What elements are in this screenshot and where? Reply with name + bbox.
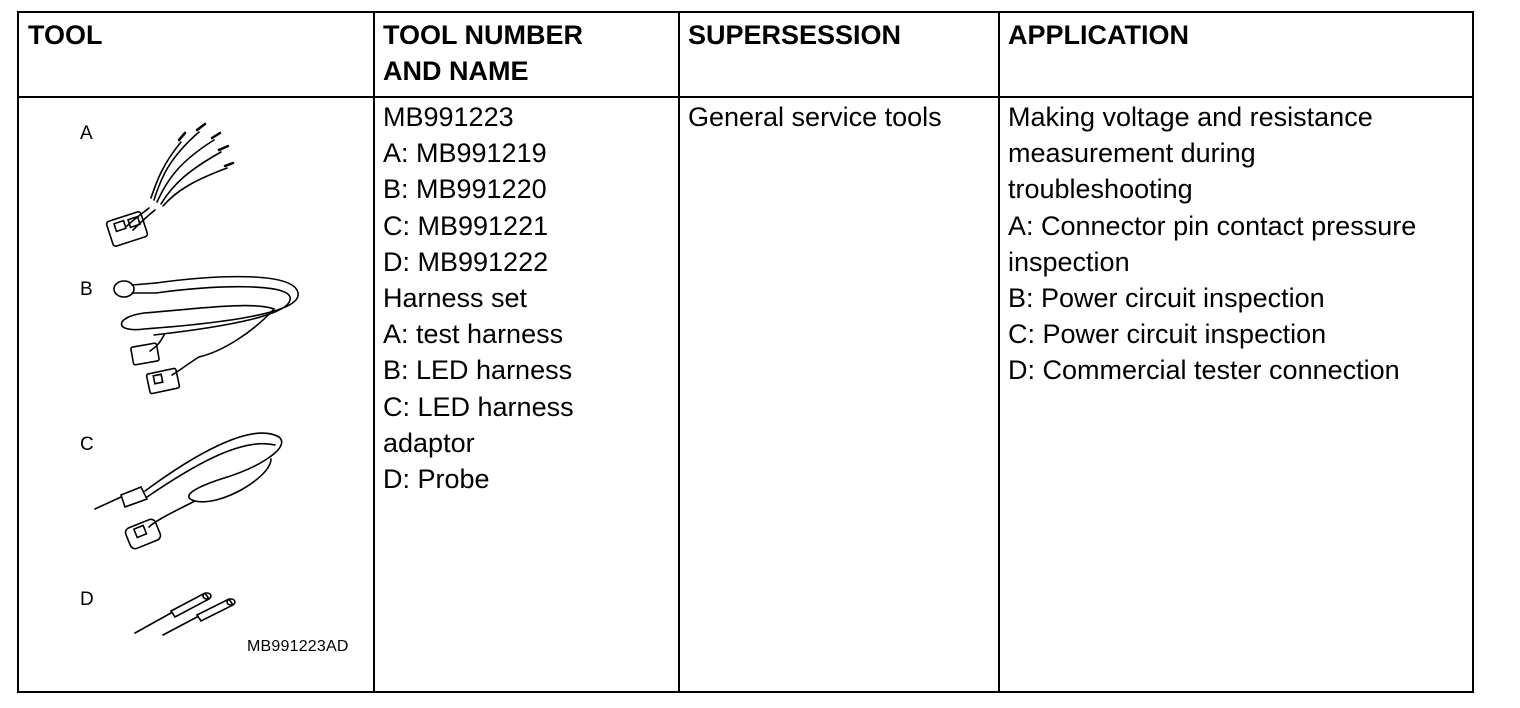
- application-line: D: Commercial tester connection: [1008, 355, 1400, 386]
- header-tool-number: [383, 17, 583, 89]
- supersession-cell: [688, 99, 942, 135]
- header-tool-number-line1: TOOL NUMBER: [383, 20, 584, 50]
- tool-number-line: MB991223: [383, 102, 514, 132]
- header-application: APPLICATION: [1008, 20, 1189, 50]
- header-tool-number-line2: AND NAME: [383, 56, 529, 86]
- column-divider: [998, 13, 1000, 691]
- illustration-code: MB991223AD: [247, 638, 349, 655]
- tool-number-line: D: MB991222: [383, 246, 549, 277]
- header-divider: [19, 96, 1472, 98]
- application-line: Making voltage and resistance: [1008, 102, 1373, 132]
- test-harness-illustration: [99, 118, 239, 248]
- tool-table: [17, 11, 1474, 693]
- tool-number-line: B: MB991220: [383, 174, 547, 205]
- tool-label-a: A: [80, 123, 93, 144]
- adaptor-harness-illustration: [91, 417, 291, 557]
- supersession-text: General service tools: [688, 102, 942, 132]
- tool-number-line: C: MB991221: [383, 210, 549, 241]
- tool-number-line: adaptor: [383, 427, 475, 458]
- application-line: C: Power circuit inspection: [1008, 319, 1327, 350]
- application-line: A: Connector pin contact pressure: [1008, 210, 1417, 241]
- tool-number-line: C: LED harness: [383, 391, 574, 422]
- header-supersession: SUPERSESSION: [688, 20, 902, 50]
- probe-illustration: [131, 581, 241, 641]
- tool-number-line: A: test harness: [383, 319, 564, 350]
- tool-number-line: Harness set: [383, 283, 528, 314]
- tool-number-line: D: Probe: [383, 464, 490, 495]
- header-tool: TOOL: [28, 20, 103, 50]
- application-line: B: Power circuit inspection: [1008, 283, 1325, 314]
- column-divider: [678, 13, 680, 691]
- tool-number-cell: [383, 99, 574, 497]
- tool-label-d: D: [80, 589, 94, 610]
- application-cell: [1008, 99, 1416, 389]
- column-divider: [373, 13, 375, 691]
- tool-number-line: A: MB991219: [383, 138, 547, 169]
- tool-label-c: C: [80, 434, 94, 455]
- tool-label-b: B: [80, 279, 93, 300]
- application-line: troubleshooting: [1008, 174, 1193, 205]
- application-line: measurement during: [1008, 138, 1256, 169]
- tool-number-line: B: LED harness: [383, 355, 573, 386]
- application-line: inspection: [1008, 246, 1130, 277]
- led-harness-illustration: [104, 271, 309, 401]
